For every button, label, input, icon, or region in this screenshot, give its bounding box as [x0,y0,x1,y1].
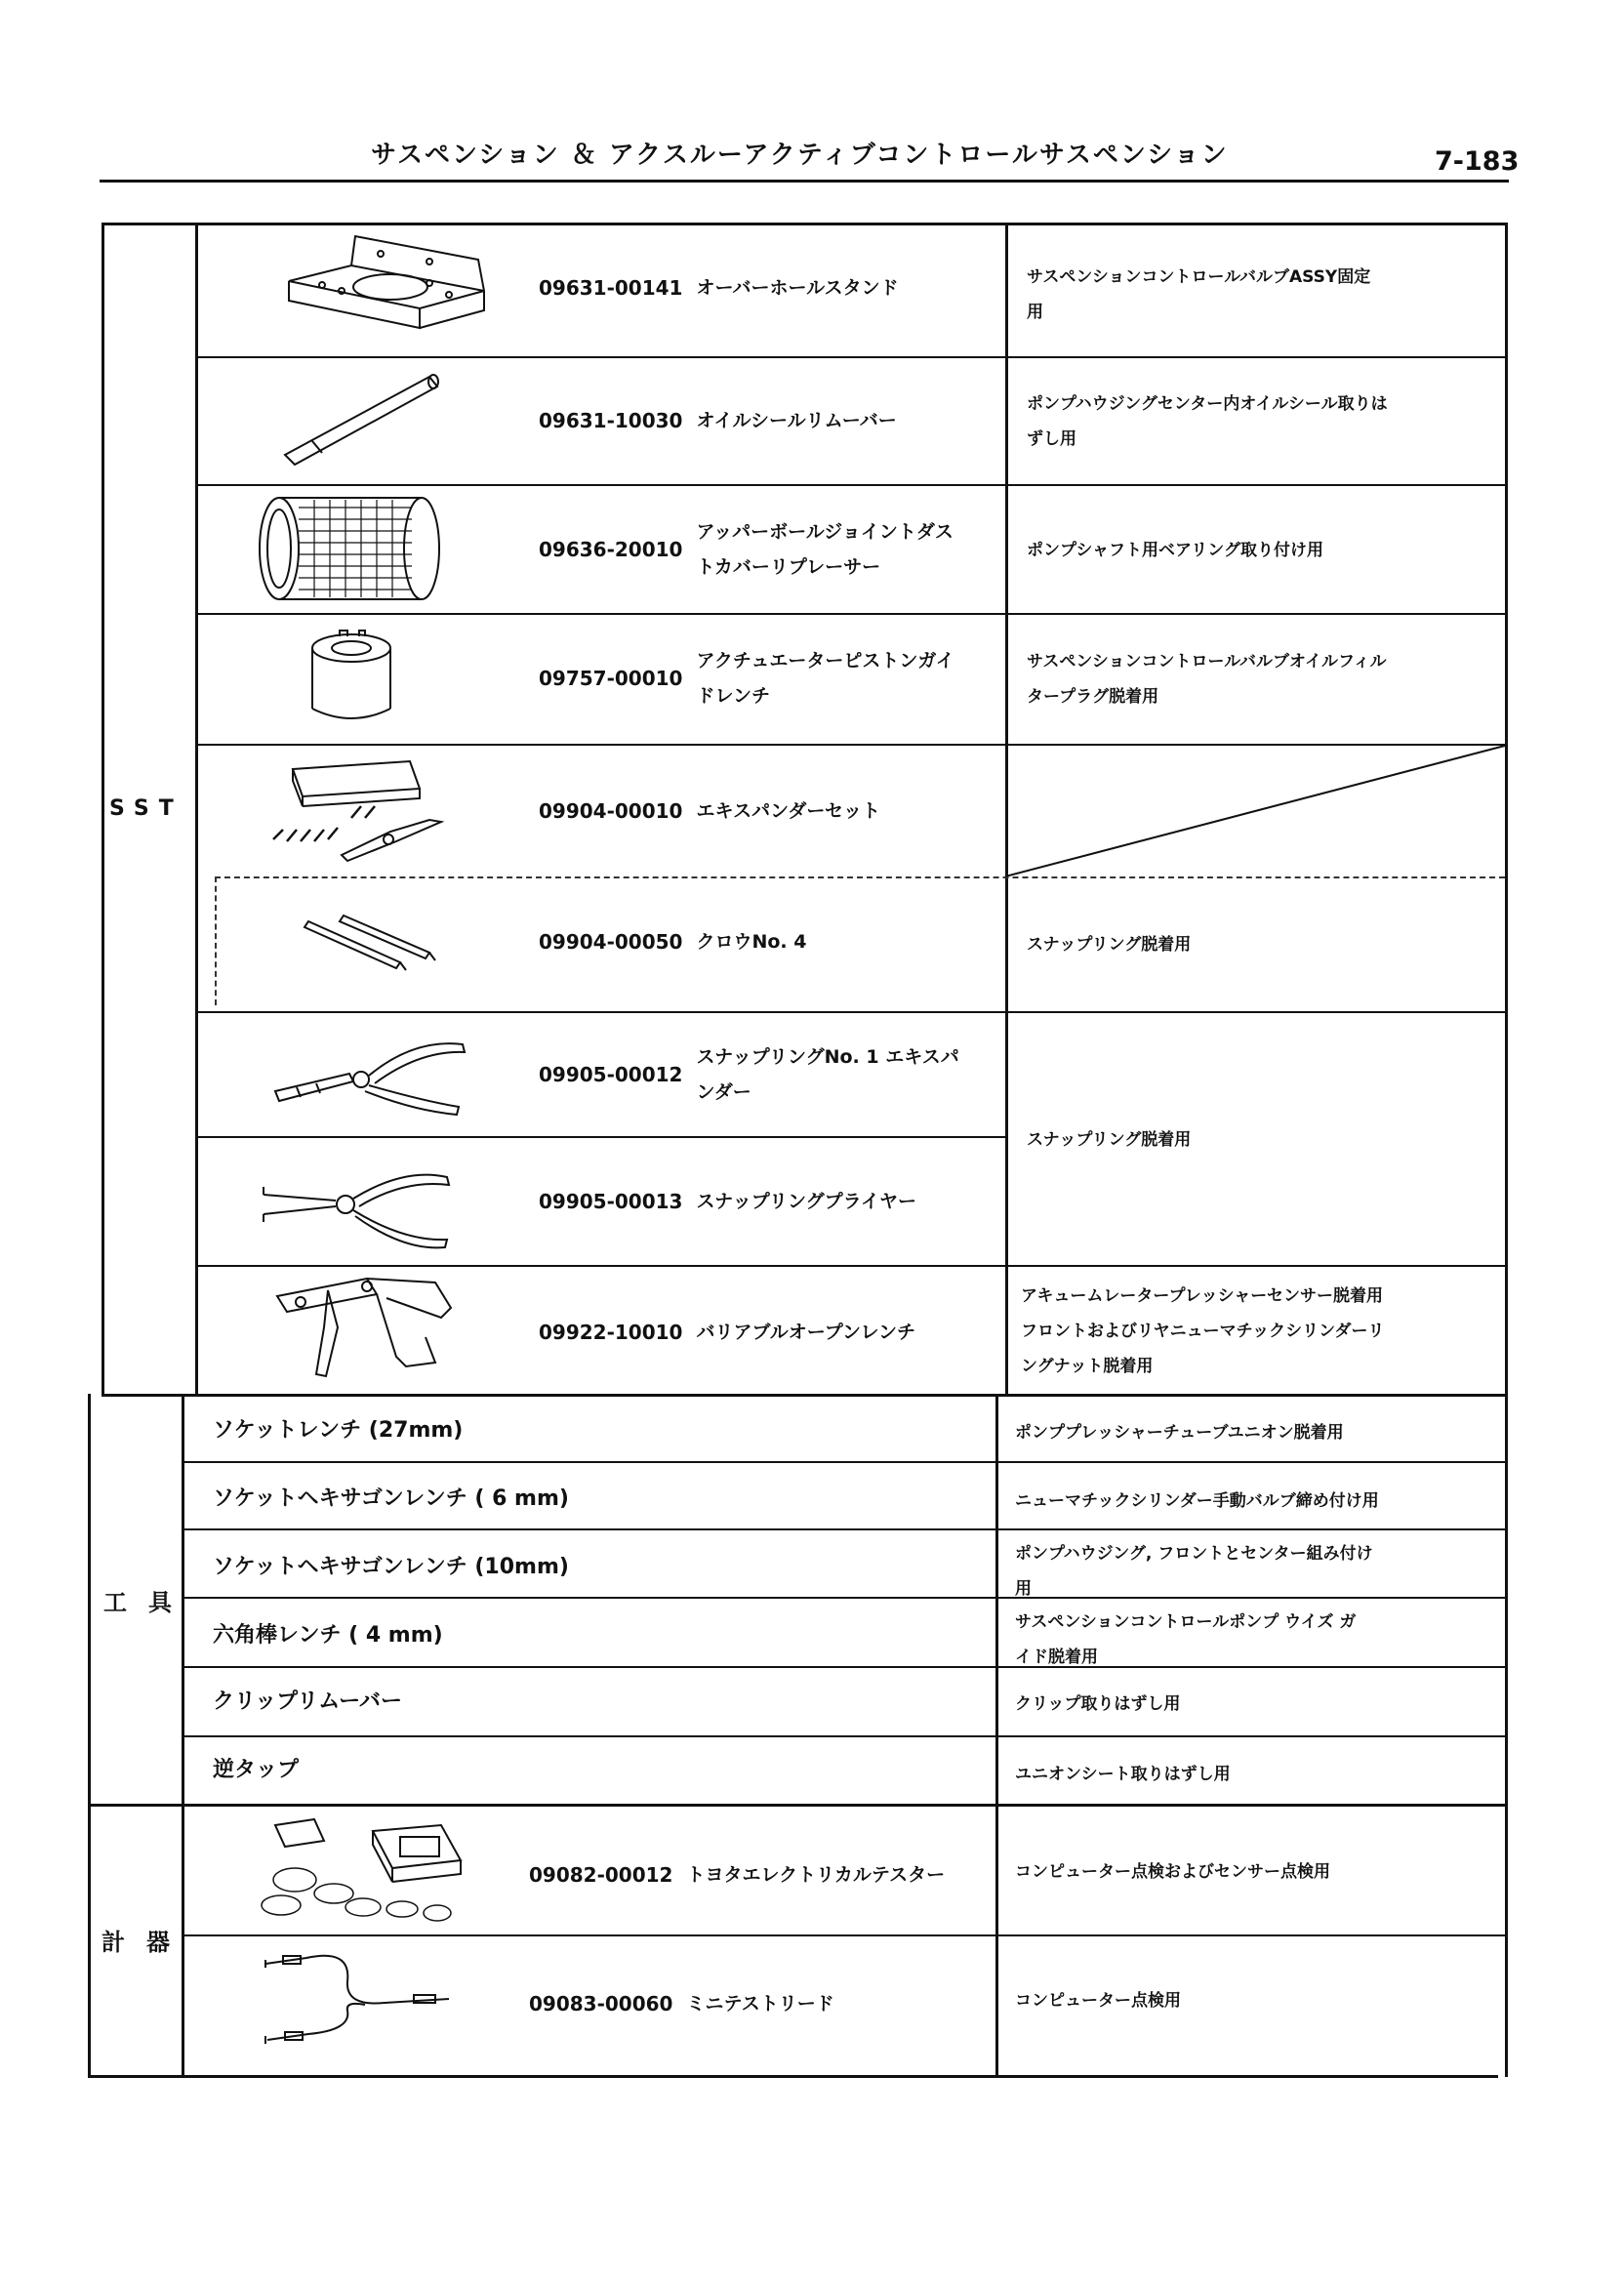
tool-name: 逆タップ [213,1758,300,1782]
sst-item-snap-ring-expander [539,1031,997,1119]
tool-use: クリップ取りはずし用 [1015,1694,1181,1714]
sst-use: サスペンションコントロールバルブオイルフィル タープラグ脱着用 [1027,652,1387,707]
part-name: オーバーホールスタンド [696,277,899,299]
claw-icon [293,908,439,986]
sst-use: ポンプシャフト用ベアリング取り付け用 [1027,541,1323,560]
part-number: 09922-10010 [539,1321,683,1344]
tool-name: ソケットヘキサゴンレンチ (10mm) [213,1555,569,1579]
variable-open-wrench-icon [269,1269,465,1386]
row-separator [182,1735,1505,1737]
part-number: 09631-00141 [539,276,683,300]
part-number: 09904-00010 [539,799,683,823]
sst-item-claw [539,898,997,986]
part-name: トヨタエレクトリカルテスター [686,1864,946,1886]
row-separator [195,1011,1507,1013]
category-tools: 工具 [103,1589,193,1616]
page-number: 7-183 [1435,146,1520,177]
row-separator [195,1136,1007,1138]
table-border-left-lower [88,1394,91,2077]
sst-merged-use: スナップリング脱着用 [1027,1130,1192,1150]
instrument-use: コンピューター点検およびセンサー点検用 [1015,1862,1330,1882]
category-separator [88,1804,1507,1807]
sst-item-overhaul-stand [539,244,997,332]
sst-item-variable-open-wrench [539,1288,997,1376]
tool-name: ソケットレンチ (27mm) [213,1418,464,1443]
set-dashed-left [215,876,217,1005]
part-name: スナップリングプライヤー [696,1191,916,1212]
tool-use: ポンププレッシャーチューブユニオン脱着用 [1015,1423,1344,1443]
part-number: 09082-00012 [529,1863,673,1887]
part-name: アクチュエーターピストンガイ ドレンチ [696,650,954,707]
sst-item-dust-cover-replacer [539,506,997,593]
tool-use: サスペンションコントロールポンプ ウイズ ガ イド脱着用 [1015,1612,1357,1667]
snap-ring-expander-icon [267,1029,472,1126]
part-name: オイルシールリムーバー [696,410,897,431]
category-separator [102,1394,1507,1397]
expander-set-icon [264,752,459,869]
instrument-item-electrical-tester [529,1831,994,1919]
part-number: 09905-00013 [539,1190,683,1213]
part-number: 09757-00010 [539,667,683,690]
part-number: 09636-20010 [539,538,683,561]
tool-use: ポンプハウジング, フロントとセンター組み付け 用 [1015,1544,1373,1599]
tool-use: ユニオンシート取りはずし用 [1015,1765,1231,1784]
row-separator [182,1461,1505,1463]
row-separator [195,484,1507,486]
part-name: スナップリングNo. 1 エキスパ ンダー [696,1046,959,1103]
piston-guide-wrench-icon [303,627,400,732]
row-separator [195,1265,1507,1267]
part-name: バリアブルオープンレンチ [696,1322,916,1343]
part-number: 09904-00050 [539,930,683,954]
electrical-tester-icon [256,1812,470,1929]
row-separator [195,356,1507,358]
oil-seal-remover-icon [273,365,449,472]
row-separator [182,1528,1505,1530]
sst-use: スナップリング脱着用 [1027,935,1192,955]
sst-use: サスペンションコントロールバルブASSY固定 用 [1027,267,1371,322]
sst-use: ポンプハウジングセンター内オイルシール取りは ずし用 [1027,394,1388,449]
tool-use: ニューマチックシリンダー手動バルブ締め付け用 [1015,1491,1379,1511]
tool-name: クリップリムーバー [213,1690,403,1714]
table-border-left [102,223,104,1394]
dust-cover-replacer-icon [256,488,451,609]
part-number: 09631-10030 [539,409,683,432]
mini-test-lead-icon [258,1942,453,2059]
category-instruments: 計器 [102,1929,191,1956]
sst-item-oil-seal-remover [539,377,997,465]
sst-use: アキュームレータープレッシャーセンサー脱着用 フロントおよびリヤニューマチックシリンダーリ ングナット脱着用 [1021,1286,1385,1376]
not-applicable-diagonal [1005,744,1507,878]
part-name: エキスパンダーセット [696,800,880,822]
row-separator [195,613,1507,615]
row-separator [182,1934,1505,1936]
snap-ring-pliers-icon [258,1158,463,1255]
tool-name: 六角棒レンチ ( 4 mm) [213,1623,443,1648]
table-border-top [102,223,1508,225]
part-name: クロウNo. 4 [696,931,807,953]
part-name: ミニテストリード [686,1993,834,2015]
table-border-bottom [88,2075,1498,2078]
tool-name: ソケットヘキサゴンレンチ ( 6 mm) [213,1486,569,1511]
instrument-use: コンピューター点検用 [1015,1991,1181,2011]
sst-item-snap-ring-pliers [539,1158,997,1245]
part-number: 09905-00012 [539,1063,683,1086]
sst-item-expander-set [539,767,997,855]
page-title: サスペンション ＆ アクスルーアクティブコントロールサスペンション [371,141,1229,170]
category-divider [195,223,198,1394]
table-border-right [1505,223,1508,2077]
overhaul-stand-icon [283,230,498,347]
category-sst: SST [109,796,183,821]
part-number: 09083-00060 [529,1992,673,2015]
instrument-item-mini-test-lead [529,1960,994,2048]
part-name: アッパーボールジョイントダス トカバーリプレーサー [696,521,954,578]
sst-item-piston-guide-wrench [539,634,997,722]
